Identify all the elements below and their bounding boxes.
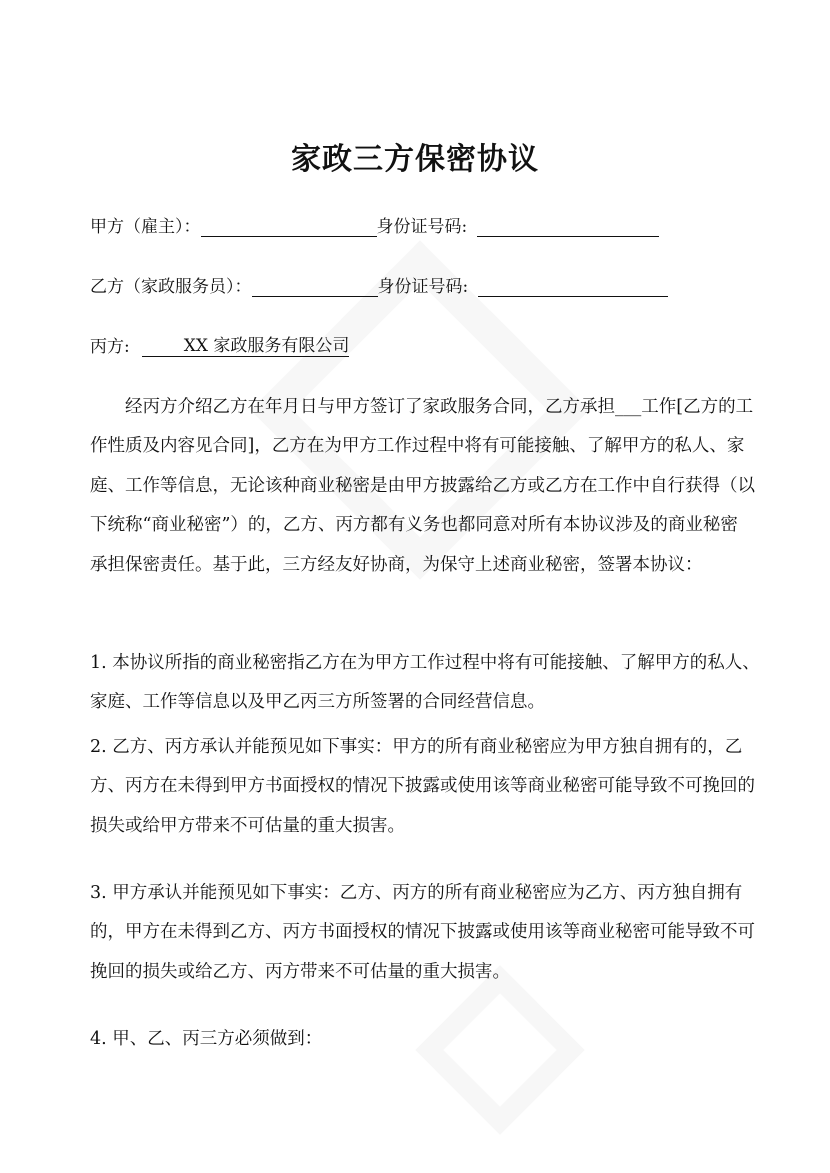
party-b-name-blank[interactable] xyxy=(252,276,378,297)
intro-line: 经丙方介绍乙方在年月日与甲方签订了家政服务合同，乙方承担___工作[乙方的工 xyxy=(125,397,754,417)
clause-3-line: 挽回的损失或给乙方、丙方带来不可估量的重大损害。 xyxy=(90,962,510,982)
party-a-label: 甲方（雇主）： xyxy=(90,217,201,237)
intro-line: 承担保密责任。基于此，三方经友好协商，为保守上述商业秘密，签署本协议： xyxy=(90,555,703,575)
party-b-row xyxy=(90,272,668,297)
watermark xyxy=(415,965,585,1135)
intro-line: 下统称“商业秘密”）的，乙方、丙方都有义务也都同意对所有本协议涉及的商业秘密 xyxy=(90,515,738,535)
document-title: 家政三方保密协议 xyxy=(291,142,539,177)
party-c-value: XX 家政服务有限公司 xyxy=(142,331,350,357)
party-b-label: 乙方（家政服务员）： xyxy=(90,277,252,297)
intro-line: 庭、工作等信息，无论该种商业秘密是由甲方披露给乙方或乙方在工作中自行获得（以 xyxy=(90,476,755,496)
party-b-id-blank[interactable] xyxy=(478,276,668,297)
party-a-id-label: 身份证号码: xyxy=(376,217,468,237)
party-b-id-label: 身份证号码: xyxy=(377,277,469,297)
clause-3-line: 的，甲方在未得到乙方、丙方书面授权的情况下披露或使用该等商业秘密可能导致不可 xyxy=(90,922,755,942)
party-a-row xyxy=(90,212,659,237)
party-c-label: 丙方: xyxy=(90,337,130,357)
clause-2-line: 2. 乙方、丙方承认并能预见如下事实：甲方的所有商业秘密应为甲方独自拥有的，乙 xyxy=(90,737,743,757)
clause-1-line: 家庭、工作等信息以及甲乙丙三方所签署的合同经营信息。 xyxy=(90,692,545,712)
party-a-id-blank[interactable] xyxy=(477,216,659,237)
clause-4-line: 4. 甲、乙、丙三方必须做到： xyxy=(90,1029,323,1049)
party-c-row xyxy=(90,331,349,357)
clause-2-line: 损失或给甲方带来不可估量的重大损害。 xyxy=(90,816,405,836)
clause-1-line: 1. 本协议所指的商业秘密指乙方在为甲方工作过程中将有可能接触、了解甲方的私人、 xyxy=(90,653,760,673)
clause-3-line: 3. 甲方承认并能预见如下事实：乙方、丙方的所有商业秘密应为乙方、丙方独自拥有 xyxy=(90,883,743,903)
clause-2-line: 方、丙方在未得到甲方书面授权的情况下披露或使用该等商业秘密可能导致不可挽回的 xyxy=(90,776,755,796)
intro-line: 作性质及内容见合同]，乙方在为甲方工作过程中将有可能接触、了解甲方的私人、家 xyxy=(90,436,745,456)
party-a-name-blank[interactable] xyxy=(201,216,377,237)
